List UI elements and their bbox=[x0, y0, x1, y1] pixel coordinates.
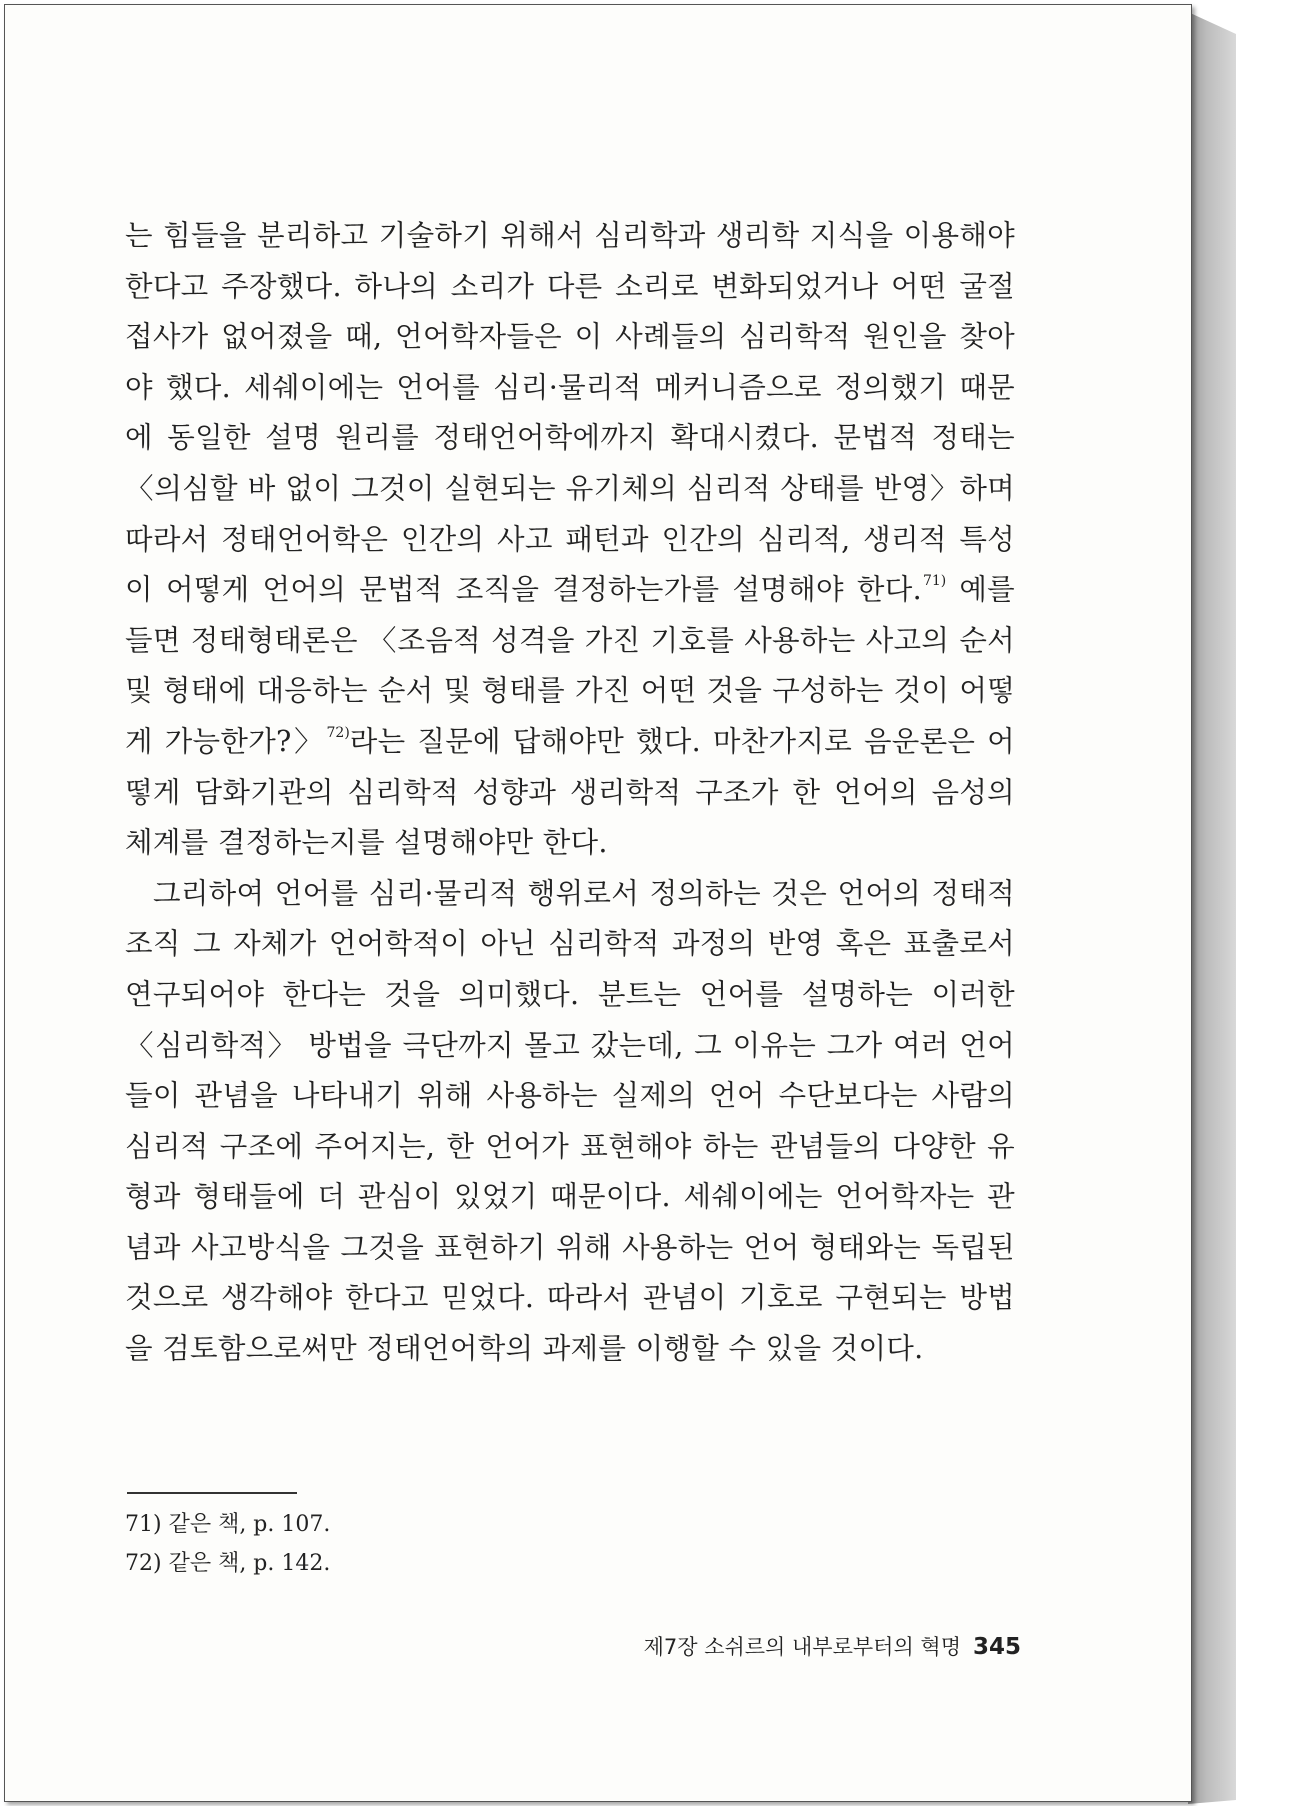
page-stack-edge bbox=[1188, 12, 1236, 1804]
paragraph-1-part-a: 는 힘들을 분리하고 기술하기 위해서 심리학과 생리학 지식을 이용해야 한다고 주장했다. 하나의 소리가 다른 소리로 변화되었거나 어떤 굴절접사가 없어졌을 때, 언어학자들은 이 사례들의 심리학적 원인을 찾아야 했다. 세쉐이에는 언어를 심리·물리적 메커니즘으로 정의했기 때문에 동일한 설명 원리를 정태언어학에까지 확대시켰다. 문법적 정태는 〈의심할 바 없이 그것이 실현되는 유기체의 심리적 상태를 반영〉하며 따라서 정태언어학은 인간의 사고 패턴과 인간의 심리적, 생리적 특성이 어떻게 언어의 문법적 조직을 결정하는가를 설명해야 한다. bbox=[125, 219, 1015, 607]
footnote-ref-72: 72) bbox=[326, 724, 350, 741]
running-footer bbox=[591, 1631, 1021, 1661]
paragraph-1-part-c: 라는 질문에 답해야만 했다. 마찬가지로 음운론은 어떻게 담화기관의 심리학적 성향과 생리학적 구조가 한 언어의 음성의 체계를 결정하는지를 설명해야만 한다. bbox=[125, 724, 1015, 860]
paragraph-1-part-b: 예를 들면 정태형태론은 〈조음적 성격을 가진 기호를 사용하는 사고의 순서 및 형태에 대응하는 순서 및 형태를 가진 어떤 것을 구성하는 것이 어떻게 가능한가?〉 bbox=[125, 573, 1016, 758]
body-text bbox=[125, 211, 1015, 1375]
chapter-title: 제7장 소쉬르의 내부로부터의 혁명 bbox=[643, 1635, 961, 1659]
footnote-divider bbox=[127, 1492, 297, 1494]
footnote-ref-71: 71) bbox=[922, 573, 947, 590]
book-page bbox=[4, 4, 1192, 1802]
footnotes bbox=[125, 1505, 330, 1583]
footnote-72: 72) 같은 책, p. 142. bbox=[125, 1551, 331, 1576]
paragraph-1 bbox=[125, 211, 1015, 869]
page-number: 345 bbox=[972, 1634, 1021, 1660]
paragraph-2: 그리하여 언어를 심리·물리적 행위로서 정의하는 것은 언어의 정태적 조직 그 자체가 언어학적이 아닌 심리학적 과정의 반영 혹은 표출로서 연구되어야 한다는 것을 의미했다. 분트는 언어를 설명하는 이러한 〈심리학적〉 방법을 극단까지 몰고 갔는데, 그 이유는 그가 여러 언어들이 관념을 나타내기 위해 사용하는 실제의 언어 수단보다는 사람의 심리적 구조에 주어지는, 한 언어가 표현해야 하는 관념들의 다양한 유형과 형태들에 더 관심이 있었기 때문이다. 세쉐이에는 언어학자는 관념과 사고방식을 그것을 표현하기 위해 사용하는 언어 형태와는 독립된 것으로 생각해야 한다고 믿었다. 따라서 관념이 기호로 구현되는 방법을 검토함으로써만 정태언어학의 과제를 이행할 수 있을 것이다. bbox=[125, 876, 1015, 1366]
footnote-71: 71) 같은 책, p. 107. bbox=[125, 1512, 331, 1537]
